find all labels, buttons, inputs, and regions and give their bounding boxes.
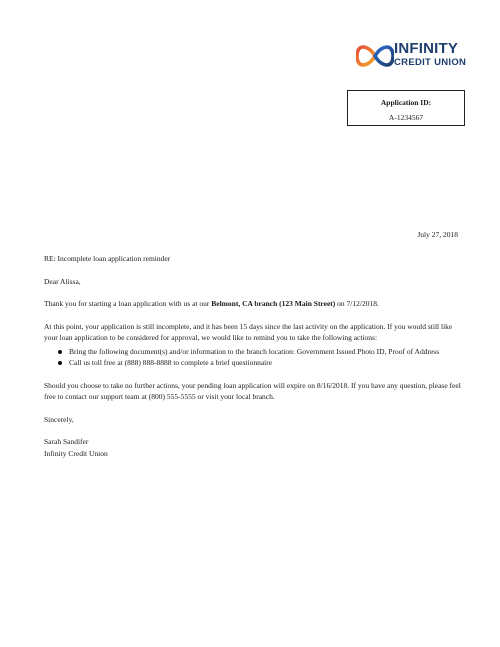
intro-text-start: Thank you for starting a loan application with us at our: [44, 299, 212, 308]
signer-name: Sarah Sandifer: [44, 437, 89, 446]
infinity-loop-icon: [356, 44, 394, 68]
list-item: [44, 346, 462, 358]
signer-organization: Infinity Credit Union: [44, 448, 108, 458]
logo-wordmark: [394, 41, 466, 68]
logo-line-1: INFINITY: [394, 40, 459, 57]
expiry-paragraph: Should you choose to take no further actions, your pending loan application will expire on 8/16/2018. If you have any question, please feel free to contact our support team at (800) 555-5555 or visit your local branch.: [44, 380, 461, 401]
letter-body: [44, 253, 462, 459]
bullet-icon: [58, 361, 62, 365]
status-paragraph: At this point, your application is still incomplete, and it has been 15 days since the last activity on the application. If you would still like your loan application to be considered for approval, we would like to remind you to take the following actions:: [44, 321, 453, 342]
action-list: [44, 346, 462, 369]
intro-paragraph: [44, 298, 462, 310]
list-item: [44, 357, 462, 369]
intro-text-end: on 7/12/2018.: [335, 299, 379, 308]
letter-subject: RE: Incomplete loan application reminder: [44, 254, 171, 263]
logo-line-2: CREDIT UNION: [394, 57, 467, 68]
branch-location: Belmont, CA branch (123 Main Street): [211, 299, 336, 308]
action-item-text: Call us toll free at (888) 888-8888 to complete a brief questionnaire: [69, 358, 273, 367]
application-id-value: A-1234567: [388, 113, 424, 122]
bullet-icon: [58, 350, 62, 354]
letter-closing: Sincerely,: [44, 414, 74, 424]
action-item-text: Bring the following document(s) and/or information to the branch location: Government Issued Photo ID, Proof of Address: [69, 346, 440, 356]
application-id-label: Application ID:: [380, 98, 432, 107]
application-id-box: [347, 90, 465, 126]
company-logo: [356, 40, 468, 76]
letter-date: July 27, 2018: [417, 230, 458, 239]
letter-greeting: Dear Alissa,: [44, 276, 81, 286]
